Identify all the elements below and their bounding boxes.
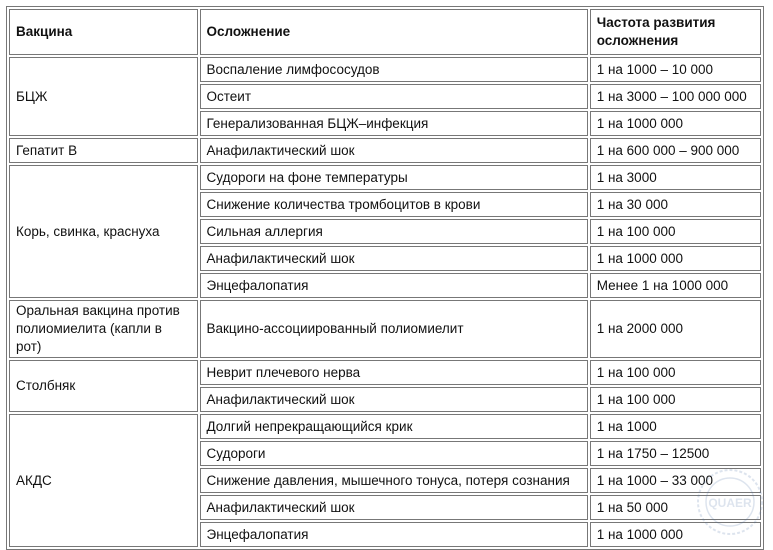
frequency-cell: 1 на 1750 – 12500 (590, 441, 761, 466)
complication-cell: Вакцино-ассоциированный полиомиелит (200, 300, 588, 358)
table-row (9, 414, 761, 439)
table-row (9, 57, 761, 82)
watermark-text: QUAER (708, 496, 752, 510)
complication-cell: Энцефалопатия (200, 273, 588, 298)
table-row (9, 300, 761, 358)
table-row (9, 165, 761, 190)
complication-cell: Сильная аллергия (200, 219, 588, 244)
watermark-logo (695, 467, 765, 537)
complication-cell: Анафилактический шок (200, 495, 588, 520)
header-frequency: Частота развития осложнения (590, 9, 761, 55)
complication-cell: Анафилактический шок (200, 138, 588, 163)
frequency-cell: 1 на 1000 000 (590, 246, 761, 271)
complication-cell: Судороги (200, 441, 588, 466)
vaccine-cell: АКДС (9, 414, 198, 547)
header-row (9, 9, 761, 55)
complication-cell: Остеит (200, 84, 588, 109)
complication-cell: Генерализованная БЦЖ–инфекция (200, 111, 588, 136)
vaccine-cell: Столбняк (9, 360, 198, 412)
frequency-cell: 1 на 1000 – 10 000 (590, 57, 761, 82)
frequency-cell: 1 на 100 000 (590, 219, 761, 244)
frequency-cell: 1 на 2000 000 (590, 300, 761, 358)
complication-cell: Неврит плечевого нерва (200, 360, 588, 385)
frequency-cell: 1 на 3000 – 100 000 000 (590, 84, 761, 109)
complication-cell: Судороги на фоне температуры (200, 165, 588, 190)
complication-cell: Энцефалопатия (200, 522, 588, 547)
complication-cell: Анафилактический шок (200, 387, 588, 412)
complication-cell: Анафилактический шок (200, 246, 588, 271)
vaccine-cell: Гепатит В (9, 138, 198, 163)
frequency-cell: 1 на 100 000 (590, 360, 761, 385)
vaccine-complications-table (6, 6, 764, 550)
header-vaccine: Вакцина (9, 9, 198, 55)
complication-cell: Долгий непрекращающийся крик (200, 414, 588, 439)
frequency-cell: 1 на 100 000 (590, 387, 761, 412)
table-body (9, 57, 761, 547)
vaccine-cell: Оральная вакцина против полиомиелита (капли в рот) (9, 300, 198, 358)
vaccine-cell: БЦЖ (9, 57, 198, 136)
frequency-cell: 1 на 1000 000 (590, 522, 761, 547)
header-complication: Осложнение (200, 9, 588, 55)
frequency-cell: 1 на 1000 – 33 000 (590, 468, 761, 493)
frequency-cell: 1 на 600 000 – 900 000 (590, 138, 761, 163)
complication-cell: Снижение количества тромбоцитов в крови (200, 192, 588, 217)
complication-cell: Снижение давления, мышечного тонуса, потеря сознания (200, 468, 588, 493)
complication-cell: Воспаление лимфососудов (200, 57, 588, 82)
table-row (9, 138, 761, 163)
frequency-cell: 1 на 3000 (590, 165, 761, 190)
frequency-cell: Менее 1 на 1000 000 (590, 273, 761, 298)
frequency-cell: 1 на 1000 000 (590, 111, 761, 136)
frequency-cell: 1 на 30 000 (590, 192, 761, 217)
vaccine-cell: Корь, свинка, краснуха (9, 165, 198, 298)
frequency-cell: 1 на 50 000 (590, 495, 761, 520)
frequency-cell: 1 на 1000 (590, 414, 761, 439)
table-row (9, 360, 761, 385)
